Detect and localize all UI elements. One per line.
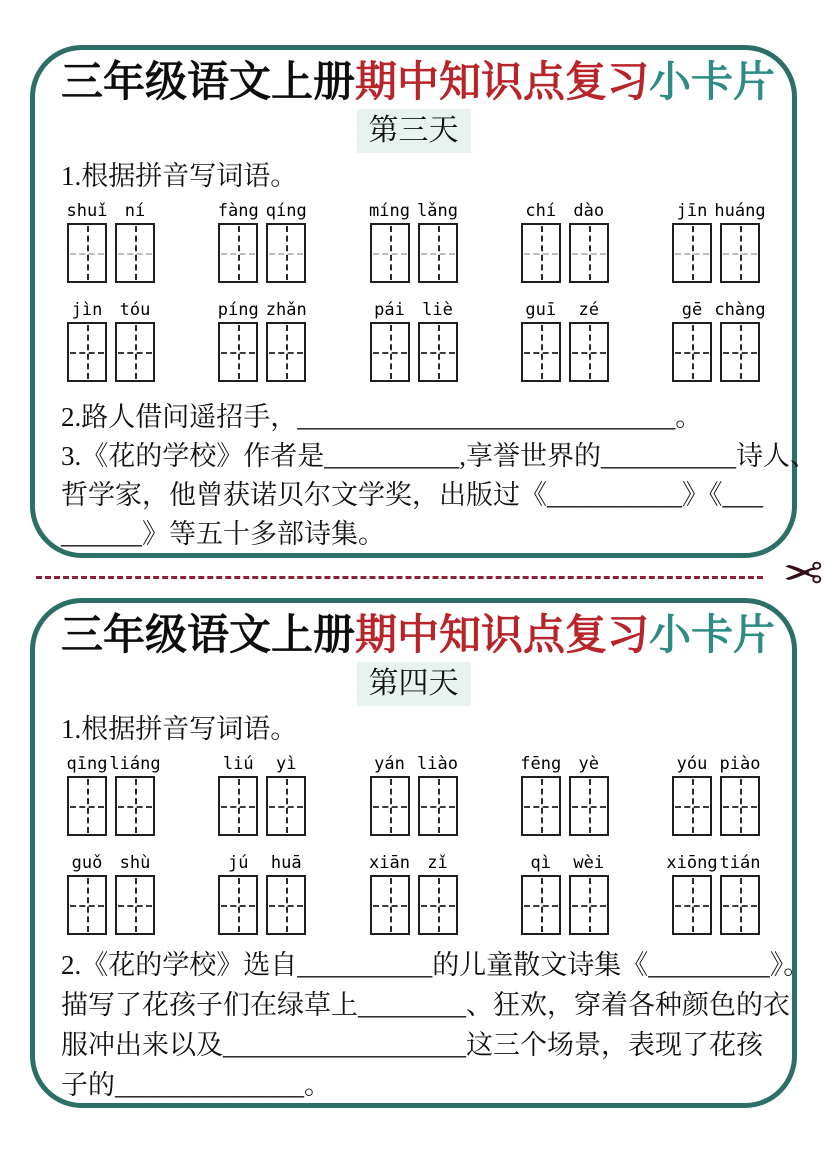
pinyin-word-group	[368, 299, 460, 382]
pinyin-label: pái	[374, 299, 405, 320]
pinyin-label: jú	[228, 852, 249, 873]
writing-box	[521, 223, 561, 283]
question-line: 哲学家，他曾获诺贝尔文学奖，出版过《__________》《___	[61, 479, 763, 510]
box-center-hline	[269, 905, 303, 907]
question-1: 1.根据拼音写词语。	[61, 160, 298, 191]
box-center-hline	[221, 253, 255, 255]
box-center-hline	[269, 352, 303, 354]
pinyin-label: dào	[573, 200, 605, 221]
pinyin-word-group	[670, 299, 766, 382]
pinyin-label: liào	[417, 753, 458, 774]
question-2: 2.路人借问遥招手，____________________________。	[61, 401, 703, 432]
day-label: 第四天	[357, 662, 471, 706]
pinyin-label: píng	[217, 299, 259, 320]
writing-box	[370, 223, 410, 283]
pinyin-label: qīng	[66, 753, 108, 774]
pinyin-label: jīn	[676, 200, 708, 221]
writing-box	[115, 776, 155, 836]
pinyin-label: yè	[578, 753, 599, 774]
day-label: 第三天	[357, 109, 471, 153]
scissors-icon: ✂	[782, 546, 823, 602]
pinyin-row-1	[61, 753, 766, 836]
pinyin-label: guī	[525, 299, 557, 320]
pinyin-row-1	[61, 200, 766, 283]
pinyin-label: zé	[578, 299, 599, 320]
title-part-book: 三年级语文上册	[61, 610, 356, 659]
pinyin-label: míng	[369, 200, 410, 221]
pinyin-word-group	[519, 299, 611, 382]
box-center-hline	[421, 905, 455, 907]
pinyin-label: zhǎn	[265, 299, 307, 320]
writing-box	[67, 223, 107, 283]
box-center-hline	[675, 253, 709, 255]
pinyin-row-2	[61, 299, 766, 382]
question-3	[61, 437, 817, 554]
cut-line	[36, 576, 763, 579]
question-line: 2.《花的学校》选自__________的儿童散文诗集《_________》。	[61, 949, 811, 980]
writing-box	[266, 223, 306, 283]
box-center-hline	[70, 905, 104, 907]
writing-box	[521, 322, 561, 382]
pinyin-label: zǐ	[427, 852, 448, 873]
box-center-hline	[118, 905, 152, 907]
pinyin-word-group	[368, 753, 460, 836]
day-subtitle	[61, 109, 766, 153]
writing-box	[569, 223, 609, 283]
box-center-hline	[70, 352, 104, 354]
pinyin-label: yì	[276, 753, 297, 774]
writing-box	[720, 223, 760, 283]
writing-box	[569, 875, 609, 935]
pinyin-label: qì	[530, 852, 551, 873]
writing-box	[672, 776, 712, 836]
pinyin-label: xiōng	[666, 852, 718, 873]
box-center-hline	[524, 253, 558, 255]
box-center-hline	[524, 905, 558, 907]
writing-box	[418, 875, 458, 935]
pinyin-label: shù	[119, 852, 151, 873]
pinyin-label: xiān	[369, 852, 410, 873]
pinyin-word-group	[216, 200, 308, 283]
pinyin-label: liú	[222, 753, 254, 774]
pinyin-word-group	[519, 852, 611, 935]
question-line: ______》等五十多部诗集。	[61, 518, 385, 549]
writing-box	[218, 322, 258, 382]
pinyin-row-2	[61, 852, 766, 935]
writing-box	[672, 322, 712, 382]
writing-box	[569, 322, 609, 382]
writing-box	[569, 776, 609, 836]
pinyin-label: fàng	[217, 200, 259, 221]
pinyin-word-group	[216, 299, 308, 382]
pinyin-label: yán	[374, 753, 405, 774]
pinyin-word-group	[65, 200, 157, 283]
writing-box	[266, 875, 306, 935]
box-center-hline	[221, 806, 255, 808]
writing-box	[672, 875, 712, 935]
pinyin-label: tián	[719, 852, 761, 873]
box-center-hline	[70, 253, 104, 255]
box-center-hline	[572, 806, 606, 808]
pinyin-word-group	[519, 753, 611, 836]
box-center-hline	[723, 253, 757, 255]
question-line: 描写了花孩子们在绿草上________、狂欢，穿着各种颜色的衣	[61, 989, 790, 1020]
card-day3	[30, 45, 817, 558]
box-center-hline	[269, 253, 303, 255]
box-center-hline	[723, 905, 757, 907]
pinyin-label: fēng	[520, 753, 562, 774]
question-1: 1.根据拼音写词语。	[61, 713, 298, 744]
pinyin-word-group	[670, 753, 762, 836]
title-part-topic: 期中知识点复习	[355, 610, 650, 659]
box-center-hline	[269, 806, 303, 808]
writing-box	[218, 875, 258, 935]
writing-box	[418, 223, 458, 283]
box-center-hline	[221, 905, 255, 907]
writing-box	[720, 776, 760, 836]
pinyin-word-group	[216, 852, 308, 935]
pinyin-word-group	[65, 852, 157, 935]
pinyin-label: liè	[422, 299, 453, 320]
pinyin-label: chàng	[714, 299, 766, 320]
writing-box	[418, 322, 458, 382]
writing-box	[115, 322, 155, 382]
pinyin-label: chí	[525, 200, 557, 221]
card-title	[61, 610, 776, 659]
writing-box	[266, 322, 306, 382]
pinyin-label: lǎng	[417, 200, 458, 221]
box-center-hline	[118, 352, 152, 354]
question-line: 服冲出来以及__________________这三个场景，表现了花孩	[61, 1029, 763, 1060]
box-center-hline	[723, 806, 757, 808]
card-day4	[30, 598, 811, 1108]
question-line: 3.《花的学校》作者是__________,享誉世界的__________诗人、	[61, 440, 817, 471]
writing-box	[370, 875, 410, 935]
pinyin-word-group	[65, 299, 157, 382]
box-center-hline	[572, 352, 606, 354]
pinyin-word-group	[368, 852, 460, 935]
box-center-hline	[118, 253, 152, 255]
question-2	[61, 945, 811, 1105]
writing-box	[418, 776, 458, 836]
pinyin-label: huā	[270, 852, 302, 873]
writing-box	[67, 776, 107, 836]
card-title	[61, 57, 776, 106]
box-center-hline	[421, 253, 455, 255]
box-center-hline	[373, 253, 407, 255]
writing-box	[67, 875, 107, 935]
title-part-topic: 期中知识点复习	[355, 57, 650, 106]
writing-box	[672, 223, 712, 283]
writing-box	[720, 875, 760, 935]
pinyin-label: yóu	[676, 753, 708, 774]
writing-box	[370, 322, 410, 382]
pinyin-word-group	[368, 200, 460, 283]
box-center-hline	[421, 352, 455, 354]
box-center-hline	[373, 352, 407, 354]
box-center-hline	[524, 352, 558, 354]
writing-box	[521, 875, 561, 935]
pinyin-word-group	[670, 200, 766, 283]
pinyin-label: piào	[719, 753, 761, 774]
box-center-hline	[70, 806, 104, 808]
writing-box	[521, 776, 561, 836]
question-line: 子的______________。	[61, 1069, 331, 1100]
pinyin-label: jìn	[71, 299, 103, 320]
box-center-hline	[221, 352, 255, 354]
pinyin-label: wèi	[573, 852, 605, 873]
pinyin-label: ní	[124, 200, 146, 221]
writing-box	[218, 776, 258, 836]
pinyin-label: huáng	[714, 200, 766, 221]
box-center-hline	[421, 806, 455, 808]
box-center-hline	[572, 905, 606, 907]
pinyin-word-group	[216, 753, 308, 836]
writing-box	[720, 322, 760, 382]
writing-box	[266, 776, 306, 836]
pinyin-word-group	[666, 852, 762, 935]
title-part-card: 小卡片	[649, 610, 776, 659]
pinyin-label: shuǐ	[66, 200, 108, 221]
box-center-hline	[118, 806, 152, 808]
writing-box	[67, 322, 107, 382]
pinyin-label: tóu	[119, 299, 151, 320]
writing-box	[218, 223, 258, 283]
writing-box	[370, 776, 410, 836]
day-subtitle	[61, 662, 766, 706]
title-part-card: 小卡片	[649, 57, 776, 106]
box-center-hline	[524, 806, 558, 808]
box-center-hline	[373, 905, 407, 907]
pinyin-word-group	[519, 200, 611, 283]
box-center-hline	[723, 352, 757, 354]
pinyin-label: qíng	[265, 200, 307, 221]
title-part-book: 三年级语文上册	[61, 57, 356, 106]
box-center-hline	[572, 253, 606, 255]
writing-box	[115, 875, 155, 935]
writing-box	[115, 223, 155, 283]
box-center-hline	[675, 905, 709, 907]
box-center-hline	[675, 806, 709, 808]
box-center-hline	[373, 806, 407, 808]
pinyin-word-group	[65, 753, 161, 836]
box-center-hline	[675, 352, 709, 354]
pinyin-label: guǒ	[71, 852, 103, 873]
pinyin-label: liáng	[109, 753, 161, 774]
pinyin-label: gē	[681, 299, 703, 320]
